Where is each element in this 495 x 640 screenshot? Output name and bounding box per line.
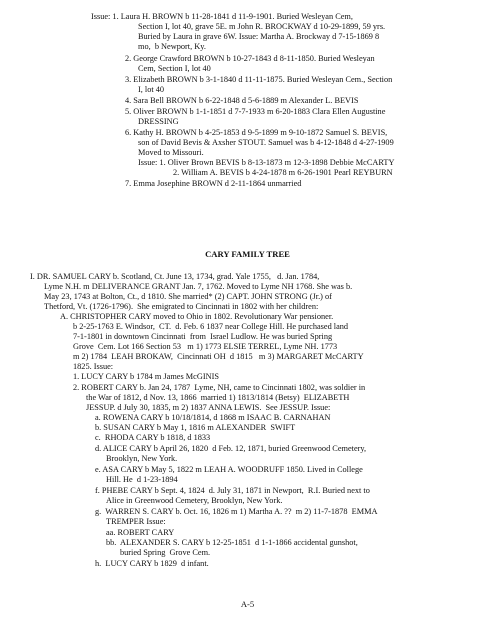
text-line: 7-1-1801 in downtown Cincinnati from Israel Ludlow. He was buried Spring xyxy=(73,332,333,341)
text-line: f. PHEBE CARY b Sept. 4, 1824 d. July 31, 1871 in Newport, R.I. Buried next to xyxy=(95,486,370,495)
text-line: a. ROWENA CARY b 10/18/1814, d 1868 m ISAAC B. CARNAHAN xyxy=(95,413,331,422)
text-line: 4. Sara Bell BROWN b 6-22-1848 d 5-6-1889 m Alexander L. BEVIS xyxy=(125,96,359,105)
text-line: bb. ALEXANDER S. CARY b 12-25-1851 d 1-1-1866 accidental gunshot, xyxy=(106,538,358,547)
text-line: TREMPER Issue: xyxy=(106,517,166,526)
text-line: h. LUCY CARY b 1829 d infant. xyxy=(95,559,209,568)
text-line: c. RHODA CARY b 1818, d 1833 xyxy=(95,433,211,442)
text-line: Thetford, Vt. (1726-1796). She emigrated to Cincinnati in 1802 with her children: xyxy=(44,302,319,311)
section-title: CARY FAMILY TREE xyxy=(205,249,290,259)
text-line: I. DR. SAMUEL CARY b. Scotland, Ct. June 13, 1734, grad. Yale 1755, d. Jan. 1784, xyxy=(30,272,320,281)
text-line: the War of 1812, d Nov. 13, 1866 married 1) 1813/1814 (Betsy) ELIZABETH xyxy=(86,393,350,402)
text-line: 1. LUCY CARY b 1784 m James McGINIS xyxy=(73,372,219,381)
text-line: I, lot 40 xyxy=(138,85,165,94)
text-line: 1825. Issue: xyxy=(73,362,114,371)
text-line: b 2-25-1763 E. Windsor, CT. d. Feb. 6 1837 near College Hill. He purchased land xyxy=(73,322,349,331)
text-line: Lyme N.H. m DELIVERANCE GRANT Jan. 7, 1762. Moved to Lyme NH 1768. She was b. xyxy=(44,282,353,291)
text-line: 2. William A. BEVIS b 4-24-1878 m 6-26-1901 Pearl REYBURN xyxy=(173,168,393,177)
text-line: 5. Oliver BROWN b 1-1-1851 d 7-7-1933 m 6-20-1883 Clara Ellen Augustine xyxy=(125,107,386,116)
text-line: 3. Elizabeth BROWN b 3-1-1840 d 11-11-1875. Buried Wesleyan Cem., Section xyxy=(125,75,393,84)
text-line: Alice in Greenwood Cemetery, Brooklyn, New York. xyxy=(106,496,283,505)
text-line: Buried by Laura in grave 6W. Issue: Martha A. Brockway d 7-15-1869 8 xyxy=(138,32,380,41)
text-line: d. ALICE CARY b April 26, 1820 d Feb. 12, 1871, buried Greenwood Cemetery, xyxy=(95,444,367,453)
text-line: Issue: 1. Oliver Brown BEVIS b 8-13-1873 m 12-3-1898 Debbie McCARTY xyxy=(138,158,395,167)
text-line: b. SUSAN CARY b May 1, 1816 m ALEXANDER SWIFT xyxy=(95,423,296,432)
text-line: buried Spring Grove Cem. xyxy=(120,548,211,557)
text-line: m 2) 1784 LEAH BROKAW, Cincinnati OH d 1815 m 3) MARGARET McCARTY xyxy=(73,352,364,361)
text-line: Moved to Missouri. xyxy=(138,148,204,157)
text-line: A. CHRISTOPHER CARY moved to Ohio in 1802. Revolutionary War pensioner. xyxy=(60,312,334,321)
text-line: May 23, 1743 at Bolton, Ct., d 1810. She married* (2) CAPT. JOHN STRONG (Jr.) of xyxy=(44,292,332,301)
text-line: JESSUP. d July 30, 1835, m 2) 1837 ANNA LEWIS. See JESSUP. Issue: xyxy=(86,403,331,412)
text-line: Cem, Section I, lot 40 xyxy=(138,64,211,73)
text-line: Hill. He d 1-23-1894 xyxy=(106,475,178,484)
text-line: 6. Kathy H. BROWN b 4-25-1853 d 9-5-1899 m 9-10-1872 Samuel S. BEVIS, xyxy=(125,128,388,137)
text-line: DRESSING xyxy=(138,117,179,126)
text-line: Grove Cem. Lot 166 Section 53 m 1) 1773 ELSIE TERREL, Lyme NH. 1773 xyxy=(73,342,338,351)
text-line: aa. ROBERT CARY xyxy=(106,528,175,537)
text-line: g. WARREN S. CARY b. Oct. 16, 1826 m 1) Martha A. ?? m 2) 11-7-1878 EMMA xyxy=(95,507,378,516)
text-line: Brooklyn, New York. xyxy=(106,454,178,463)
page-number: A-5 xyxy=(240,599,255,609)
text-line: Issue: 1. Laura H. BROWN b 11-28-1841 d 11-9-1901. Buried Wesleyan Cem, xyxy=(91,12,353,21)
text-line: 7. Emma Josephine BROWN d 2-11-1864 unmarried xyxy=(125,179,302,188)
text-line: 2. George Crawford BROWN b 10-27-1843 d 8-11-1850. Buried Wesleyan xyxy=(125,54,375,63)
text-line: 2. ROBERT CARY b. Jan 24, 1787 Lyme, NH, came to Cincinnati 1802, was soldier in xyxy=(73,383,366,392)
text-line: Section I, lot 40, grave 5E. m John R. BROCKWAY d 10-29-1899, 59 yrs. xyxy=(138,22,386,31)
text-line: e. ASA CARY b May 5, 1822 m LEAH A. WOODRUFF 1850. Lived in College xyxy=(95,465,363,474)
text-line: mo, b Newport, Ky. xyxy=(138,42,206,51)
text-line: son of David Bevis & Axsher STOUT. Samuel was b 4-12-1848 d 4-27-1909 xyxy=(138,138,394,147)
